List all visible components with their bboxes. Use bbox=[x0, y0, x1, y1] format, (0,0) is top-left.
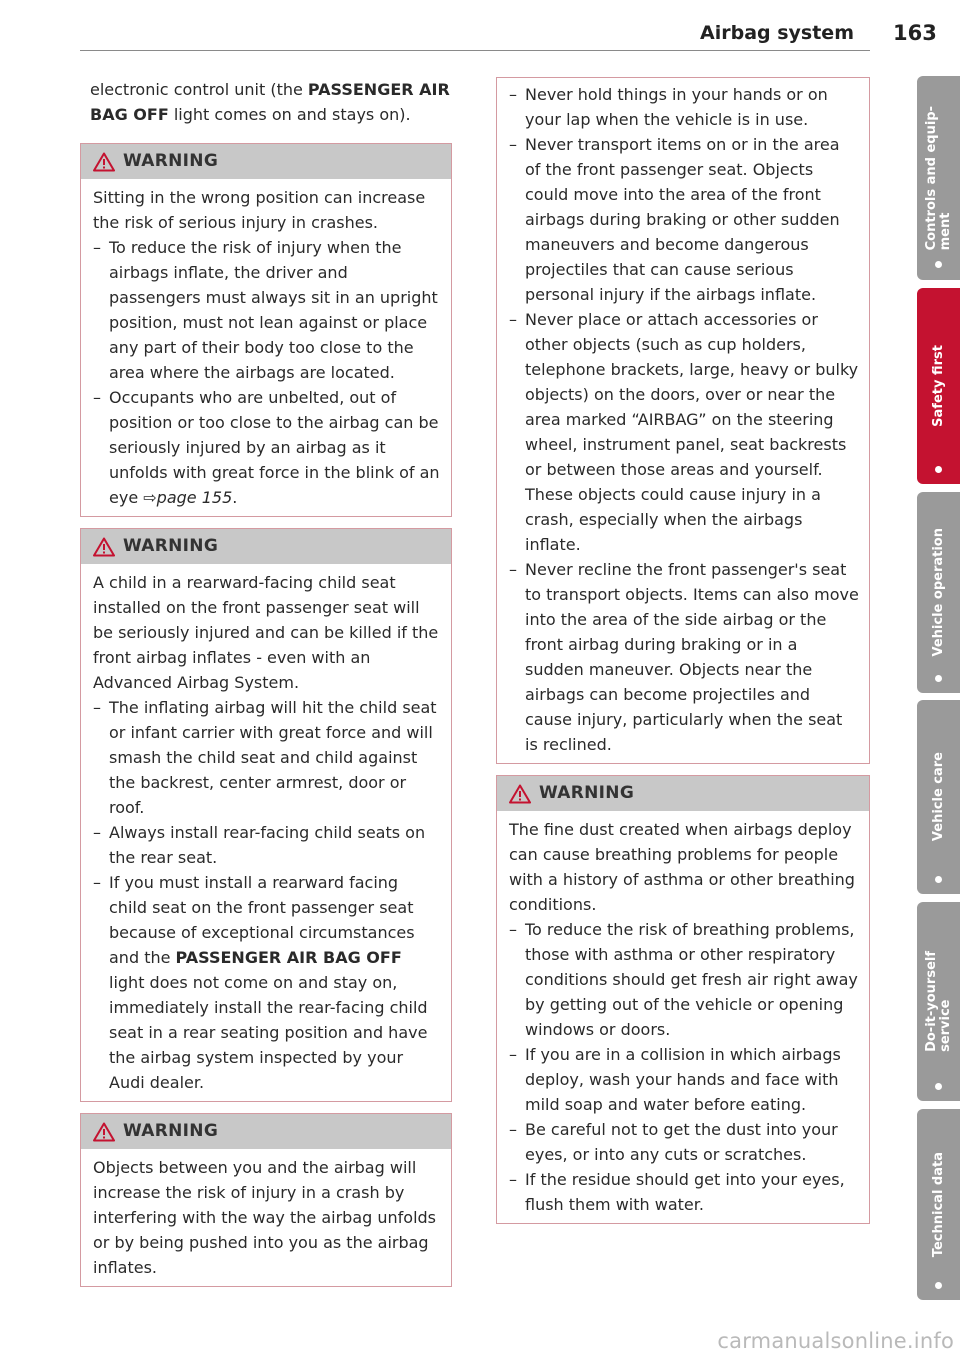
warning-box-3 bbox=[80, 1113, 452, 1287]
warning-header bbox=[81, 144, 451, 179]
warning-text: Sitting in the wrong position can increase the risk of serious injury in crashes. bbox=[93, 188, 426, 232]
list-item: – Be careful not to get the dust into your eyes, or into any cuts or scratches. bbox=[509, 1117, 859, 1167]
warning-triangle-icon bbox=[509, 784, 531, 804]
tab-label: Safety first bbox=[930, 345, 946, 427]
list-item: – If the residue should get into your eyes, flush them with water. bbox=[509, 1167, 859, 1217]
tab-technical-data[interactable] bbox=[917, 1109, 960, 1300]
left-column bbox=[80, 77, 452, 1298]
warning-box-4 bbox=[496, 775, 870, 1224]
list-item: – Never transport items on or in the area of the front passenger seat. Objects could move into the area of the front airbags during braking or other sudden maneuvers and become dangerous projectiles that can cause serious personal injury if the airbags inflate. bbox=[509, 132, 859, 307]
tab-dot-icon bbox=[935, 876, 942, 883]
tab-dot-icon bbox=[935, 261, 942, 268]
warning-text: The fine dust created when airbags deploy can cause breathing problems for people with a history of asthma or other breathing conditions. bbox=[509, 820, 855, 914]
warning-triangle-icon bbox=[93, 537, 115, 557]
intro-paragraph: electronic control unit (the PASSENGER AIR BAG OFF light comes on and stays on). bbox=[90, 80, 450, 124]
tab-label: Do-it-yourself service bbox=[923, 951, 953, 1052]
warning-text: Objects between you and the airbag will increase the risk of injury in a crash by interfering with the way the airbag unfolds or by being pushed into you as the airbag inflates. bbox=[93, 1158, 436, 1277]
tab-label: Technical data bbox=[930, 1151, 946, 1258]
warning-header bbox=[497, 776, 869, 811]
tab-dot-icon bbox=[935, 1282, 942, 1289]
right-column bbox=[496, 77, 870, 1235]
list-item: – The inflating airbag will hit the child seat or infant carrier with great force and will smash the child seat and child against the backrest, center armrest, door or roof. bbox=[93, 695, 441, 820]
warning-title: WARNING bbox=[123, 151, 219, 171]
list-item: – Never hold things in your hands or on your lap when the vehicle is in use. bbox=[509, 82, 859, 132]
warning-title: WARNING bbox=[123, 1121, 219, 1141]
tab-label: Vehicle operation bbox=[930, 528, 946, 657]
tab-dot-icon bbox=[935, 466, 942, 473]
warning-box-2 bbox=[80, 528, 452, 1102]
tab-safety-first[interactable] bbox=[917, 288, 960, 484]
tab-vehicle-care[interactable] bbox=[917, 700, 960, 894]
section-title: Airbag system bbox=[700, 22, 854, 44]
header-divider bbox=[80, 50, 870, 51]
tab-dot-icon bbox=[935, 675, 942, 682]
tab-label: Vehicle care bbox=[930, 752, 946, 842]
warning-header bbox=[81, 529, 451, 564]
list-item: – Never recline the front passenger's seat to transport objects. Items can also move into the area of the side airbag or the front airbag during braking or in a sudden maneuver. Objects near the airbags can become projectiles and cause injury, particularly when the seat is reclined. bbox=[509, 557, 859, 757]
list-item: – Occupants who are unbelted, out of position or too close to the airbag can be seriously injured by an airbag as it unfolds with great force in the blink of an eye ⇨page 155. bbox=[93, 385, 441, 510]
tab-controls-and-equipment[interactable] bbox=[917, 76, 960, 280]
warning-triangle-icon bbox=[93, 1122, 115, 1142]
list-item: – If you are in a collision in which airbags deploy, wash your hands and face with mild soap and water before eating. bbox=[509, 1042, 859, 1117]
tab-dot-icon bbox=[935, 1083, 942, 1090]
warning-box-1 bbox=[80, 143, 452, 517]
tab-vehicle-operation[interactable] bbox=[917, 492, 960, 693]
warning-title: WARNING bbox=[123, 536, 219, 556]
warning-continuation-box bbox=[496, 77, 870, 764]
warning-text: A child in a rearward-facing child seat installed on the front passenger seat will be seriously injured and can be killed if the front airbag inflates - even with an Advanced Airbag System. bbox=[93, 573, 439, 692]
list-item: – To reduce the risk of injury when the airbags inflate, the driver and passengers must always sit in an upright position, must not lean against or place any part of their body too close to the area where the airbags are located. bbox=[93, 235, 441, 385]
warning-triangle-icon bbox=[93, 152, 115, 172]
list-item: – If you must install a rearward facing child seat on the front passenger seat because of exceptional circumstances and the PASSENGER AIR BAG OFF light does not come on and stay on, immediately install the rear-facing child seat in a rear seating position and have the airbag system inspected by your Audi dealer. bbox=[93, 870, 441, 1095]
tab-label: Controls and equip- ment bbox=[923, 105, 953, 251]
list-item: – Always install rear-facing child seats on the rear seat. bbox=[93, 820, 441, 870]
warning-header bbox=[81, 1114, 451, 1149]
warning-title: WARNING bbox=[539, 783, 635, 803]
watermark: carmanualsonline.info bbox=[717, 1329, 954, 1353]
page-reference-link[interactable]: ⇨page 155 bbox=[143, 488, 233, 507]
list-item: – To reduce the risk of breathing problems, those with asthma or other respiratory conditions should get fresh air right away by getting out of the vehicle or opening windows or doors. bbox=[509, 917, 859, 1042]
page-number: 163 bbox=[893, 21, 937, 45]
tab-do-it-yourself-service[interactable] bbox=[917, 902, 960, 1101]
list-item: – Never place or attach accessories or other objects (such as cup holders, telephone brackets, large, heavy or bulky objects) on the doors, over or near the area marked “AIRBAG” on the steering wheel, instrument panel, seat backrests or between those areas and yourself. These objects could cause injury in a crash, especially when the airbags inflate. bbox=[509, 307, 859, 557]
